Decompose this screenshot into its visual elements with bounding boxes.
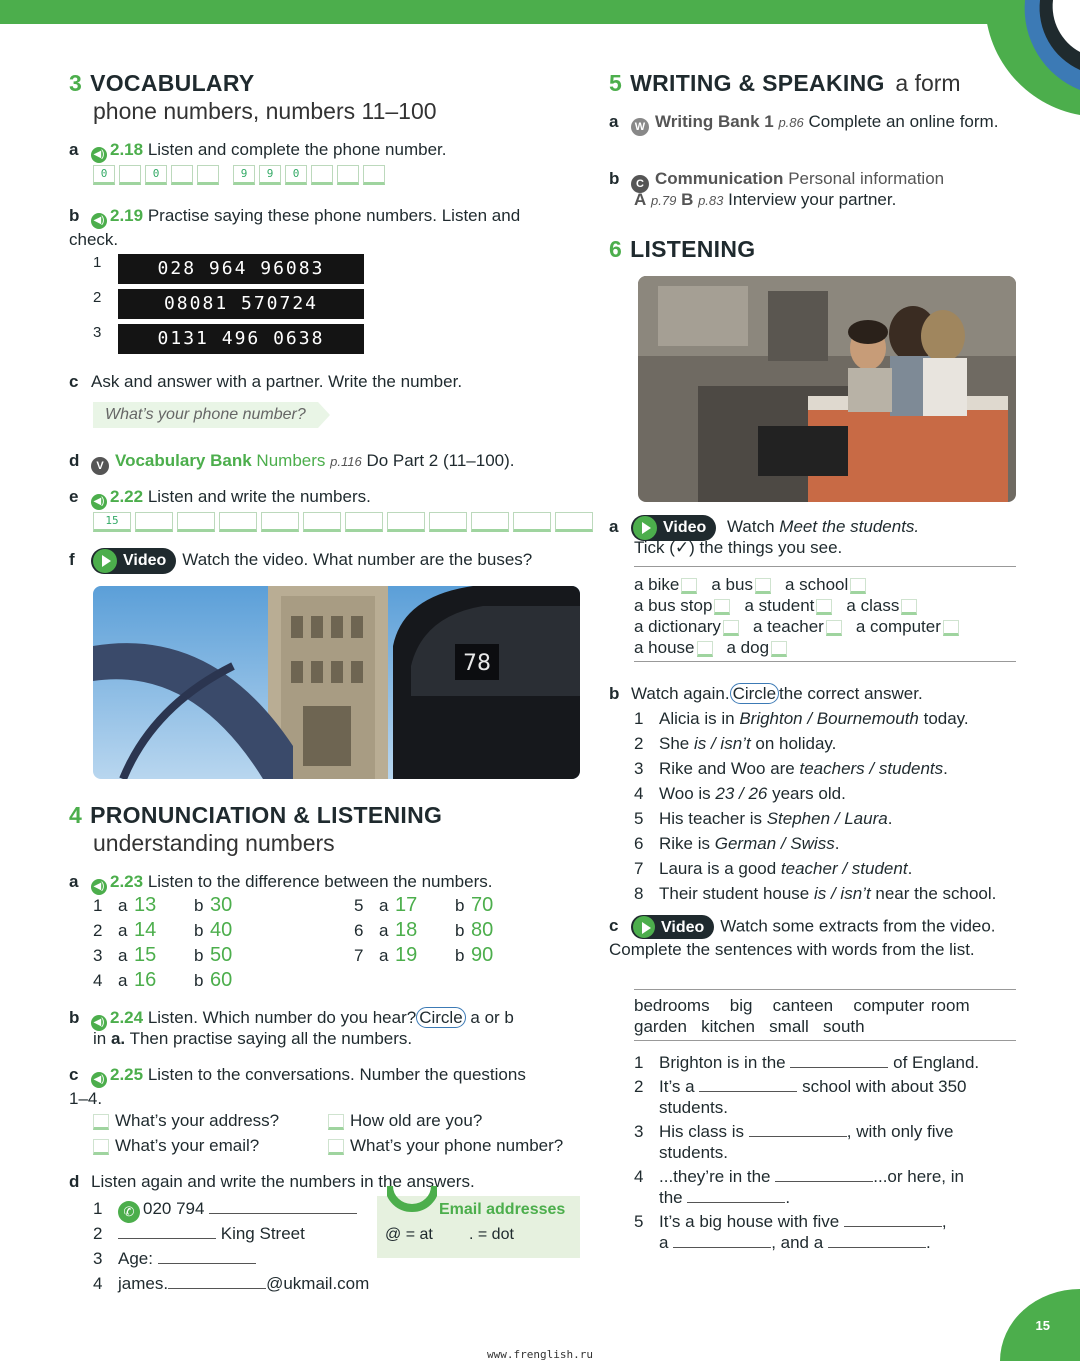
answer-box[interactable]: 9 [233, 165, 255, 185]
statement-item: 8 Their student house is / isn’t near the school. [634, 884, 997, 903]
audio-icon[interactable]: ◀) [91, 213, 107, 229]
question-item: What’s your phone number? [328, 1135, 563, 1156]
answer-line: 2 King Street [93, 1224, 305, 1243]
answer-box[interactable]: 0 [285, 165, 307, 185]
vocabulary-bank-icon: V [91, 457, 109, 475]
sentence-item: 3 His class is , with only five [634, 1122, 954, 1141]
exercise-5b: b C Communication Personal information [609, 168, 1009, 193]
tick-list-row: a bike a bus a school [634, 574, 872, 595]
answer-box[interactable]: 9 [259, 165, 281, 185]
video-button[interactable]: Video [91, 548, 176, 574]
answer-blank[interactable] [749, 1123, 847, 1137]
phone-icon: ✆ [118, 1201, 140, 1223]
bus-number: 78 [463, 651, 491, 676]
answer-line: 4 james. @ukmail.com [93, 1274, 370, 1293]
answer-blank[interactable] [158, 1250, 256, 1264]
answer-box[interactable]: 0 [93, 165, 115, 185]
exercise-5a: a W Writing Bank 1 p.86 Complete an online form. [609, 111, 1009, 136]
word-list-row: garden kitchen small south [634, 1017, 865, 1036]
sentence-continued: students. [659, 1143, 728, 1162]
number-pair: 2 a 14 b 40 [93, 919, 233, 941]
answer-blank[interactable] [209, 1200, 357, 1214]
statement-item: 3 Rike and Woo are teachers / students. [634, 759, 948, 778]
answer-box[interactable] [303, 512, 341, 532]
email-dot-rule: . = dot [469, 1226, 514, 1243]
email-box-title: Email addresses [439, 1201, 566, 1218]
tick-box[interactable] [755, 578, 771, 594]
answer-line: 1 ✆ 020 794 [93, 1198, 357, 1223]
answer-box[interactable] [177, 512, 215, 532]
answer-blank[interactable] [673, 1234, 771, 1248]
tick-list-row: a house a dog [634, 637, 793, 658]
answer-box[interactable] [135, 512, 173, 532]
phone-item-number: 2 [93, 289, 102, 306]
number-box[interactable] [328, 1139, 344, 1155]
corner-decoration [985, 0, 1080, 115]
phone-item-number: 3 [93, 324, 102, 341]
audio-icon[interactable]: ◀) [91, 879, 107, 895]
answer-box[interactable] [429, 512, 467, 532]
answer-box[interactable] [513, 512, 551, 532]
exercise-4b-line2: in a. Then practise saying all the numbers. [93, 1029, 413, 1048]
question-item: What’s your address? [93, 1110, 279, 1131]
section-5-heading [609, 70, 961, 97]
answer-box[interactable] [555, 512, 593, 532]
exercise-6b: b Watch again. Circle the correct answer. [609, 684, 923, 703]
exercise-3c: c Ask and answer with a partner. Write the number. [69, 372, 463, 391]
top-green-bar [0, 0, 1080, 24]
answer-box[interactable]: 0 [145, 165, 167, 185]
exercise-3a: a ◀) 2.18 Listen and complete the phone number. [69, 139, 446, 163]
number-pair: 4 a 16 b 60 [93, 969, 233, 991]
email-at-rule: @ = at [385, 1226, 433, 1243]
tick-box[interactable] [714, 599, 730, 615]
audio-icon[interactable]: ◀) [91, 494, 107, 510]
play-icon [633, 916, 655, 938]
statement-item: 5 His teacher is Stephen / Laura. [634, 809, 893, 828]
section-title: VOCABULARY [90, 70, 255, 96]
tick-box[interactable] [943, 620, 959, 636]
tick-box[interactable] [723, 620, 739, 636]
video-button[interactable]: Video [631, 515, 716, 541]
answer-box[interactable]: 15 [93, 512, 131, 532]
audio-icon[interactable]: ◀) [91, 1072, 107, 1088]
tick-box[interactable] [816, 599, 832, 615]
question-item: What’s your email? [93, 1135, 259, 1156]
answer-box[interactable] [119, 165, 141, 185]
exercise-6a-line2: Tick (✓) the things you see. [634, 538, 843, 557]
writing-bank-icon: W [631, 118, 649, 136]
number-box[interactable] [328, 1114, 344, 1130]
section-number: 4 [69, 802, 83, 828]
exercise-3b: b ◀) 2.19 Practise saying these phone numbers. Listen and check. [69, 206, 521, 249]
section-3-subtitle: phone numbers, numbers 11–100 [93, 98, 437, 124]
answer-box[interactable] [171, 165, 193, 185]
sentence-item: 2 It’s a school with about 350 [634, 1077, 967, 1096]
sentence-continued: students. [659, 1098, 728, 1117]
phone-item-number: 1 [93, 254, 102, 271]
exercise-4a: a ◀) 2.23 Listen to the difference between the numbers. [69, 871, 492, 895]
sentence-item: 5 It’s a big house with five , [634, 1212, 947, 1231]
number-boxes [93, 511, 597, 532]
tick-box[interactable] [681, 578, 697, 594]
exercise-3d: d V Vocabulary Bank Numbers p.116 Do Part 2 (11–100). [69, 450, 514, 475]
word-list-row: bedrooms big canteen computer room [634, 996, 970, 1015]
audio-icon[interactable]: ◀) [91, 147, 107, 163]
exercise-4c: c ◀) 2.25 Listen to the conversations. Number the questions 1–4. [69, 1065, 526, 1108]
tick-box[interactable] [697, 641, 713, 657]
video-button[interactable]: Video [631, 915, 714, 939]
sentence-continued: a , and a . [659, 1233, 931, 1252]
tick-box[interactable] [850, 578, 866, 594]
email-info-box [377, 1196, 580, 1258]
answer-box[interactable] [337, 165, 359, 185]
number-box[interactable] [93, 1114, 109, 1130]
speech-bubble: What’s your phone number? [93, 402, 318, 428]
writing-bank-link[interactable]: Writing Bank 1 [655, 112, 774, 131]
answer-box[interactable] [471, 512, 509, 532]
section-4-heading [69, 802, 442, 829]
email-decoration-icon [387, 1184, 437, 1212]
page-number: 15 [1035, 1318, 1050, 1333]
answer-box[interactable] [345, 512, 383, 532]
vocabulary-bank-link[interactable]: Vocabulary Bank [115, 451, 252, 470]
communication-icon: C [631, 175, 649, 193]
section-5-subtitle: a form [895, 70, 961, 96]
students-photo [638, 276, 1016, 502]
statement-item: 7 Laura is a good teacher / student. [634, 859, 913, 878]
exercise-6a: a Video Watch Meet the students. [609, 513, 919, 541]
answer-line: 3 Age: [93, 1248, 256, 1269]
section-3-heading [69, 70, 255, 97]
answer-blank[interactable] [118, 1225, 216, 1239]
section-number: 3 [69, 70, 83, 96]
exercise-5b-line2: A p.79 B p.83 Interview your partner. [634, 190, 897, 209]
number-pair: 3 a 15 b 50 [93, 944, 233, 966]
answer-box[interactable] [219, 512, 257, 532]
answer-blank[interactable] [168, 1275, 266, 1289]
exercise-4d: d Listen again and write the numbers in the answers. [69, 1172, 475, 1191]
divider [634, 566, 1016, 567]
tick-box[interactable] [826, 620, 842, 636]
statement-item: 2 She is / isn’t on holiday. [634, 734, 837, 753]
section-title: PRONUNCIATION & LISTENING [90, 802, 443, 828]
school-reception-illustration [638, 276, 1016, 502]
answer-box[interactable] [363, 165, 385, 185]
answer-blank[interactable] [844, 1213, 942, 1227]
exercise-3e: e ◀) 2.22 Listen and write the numbers. [69, 486, 371, 510]
section-title: WRITING & SPEAKING [630, 70, 885, 96]
tick-box[interactable] [901, 599, 917, 615]
answer-blank[interactable] [687, 1189, 785, 1203]
answer-blank[interactable] [828, 1234, 926, 1248]
section-title: LISTENING [630, 236, 756, 262]
question-item: How old are you? [328, 1110, 482, 1131]
play-icon [93, 549, 117, 573]
sentence-item: 1 Brighton is in the of England. [634, 1053, 980, 1072]
divider [634, 661, 1016, 662]
answer-box[interactable] [261, 512, 299, 532]
sentence-continued: the . [659, 1188, 791, 1207]
answer-box[interactable] [387, 512, 425, 532]
play-icon [633, 516, 657, 540]
number-pair: 1 a 13 b 30 [93, 894, 233, 916]
communication-link[interactable]: Communication [655, 169, 784, 188]
answer-box[interactable] [197, 165, 219, 185]
audio-icon[interactable]: ◀) [91, 1015, 107, 1031]
section-number: 5 [609, 70, 623, 96]
answer-box[interactable] [311, 165, 333, 185]
tick-box[interactable] [771, 641, 787, 657]
number-pair: 6 a 18 b 80 [354, 919, 494, 941]
statement-item: 1 Alicia is in Brighton / Bournemouth today. [634, 709, 969, 728]
phone-number-boxes [93, 164, 389, 185]
phone-number-bar: 028 964 96083 [118, 254, 364, 284]
number-box[interactable] [93, 1139, 109, 1155]
number-pair: 5 a 17 b 70 [354, 894, 494, 916]
answer-blank[interactable] [790, 1054, 888, 1068]
section-4-subtitle: understanding numbers [93, 830, 335, 856]
london-bus-photo [93, 586, 580, 779]
divider [634, 1040, 1016, 1041]
exercise-6c: c Video Watch some extracts from the video. Complete the sentences with words from the list. [609, 916, 996, 959]
phone-number-bar: 08081 570724 [118, 289, 364, 319]
tick-list-row: a dictionary a teacher a computer [634, 616, 965, 637]
tick-list-row: a bus stop a student a class [634, 595, 923, 616]
footer-url: www.frenglish.ru [487, 1348, 593, 1361]
divider [634, 989, 1016, 990]
sentence-item: 4 ...they’re in the ...or here, in [634, 1167, 964, 1186]
phone-number-bar: 0131 496 0638 [118, 324, 364, 354]
exercise-4b: b ◀) 2.24 Listen. Which number do you hear? Circle a or b [69, 1007, 514, 1031]
bus-illustration [93, 586, 580, 779]
answer-blank[interactable] [699, 1078, 797, 1092]
number-pair: 7 a 19 b 90 [354, 944, 494, 966]
exercise-3f: f Video Watch the video. What number are the buses? [69, 546, 532, 574]
statement-item: 4 Woo is 23 / 26 years old. [634, 784, 846, 803]
answer-blank[interactable] [775, 1168, 873, 1182]
section-6-heading [609, 236, 755, 263]
section-number: 6 [609, 236, 623, 262]
statement-item: 6 Rike is German / Swiss. [634, 834, 840, 853]
